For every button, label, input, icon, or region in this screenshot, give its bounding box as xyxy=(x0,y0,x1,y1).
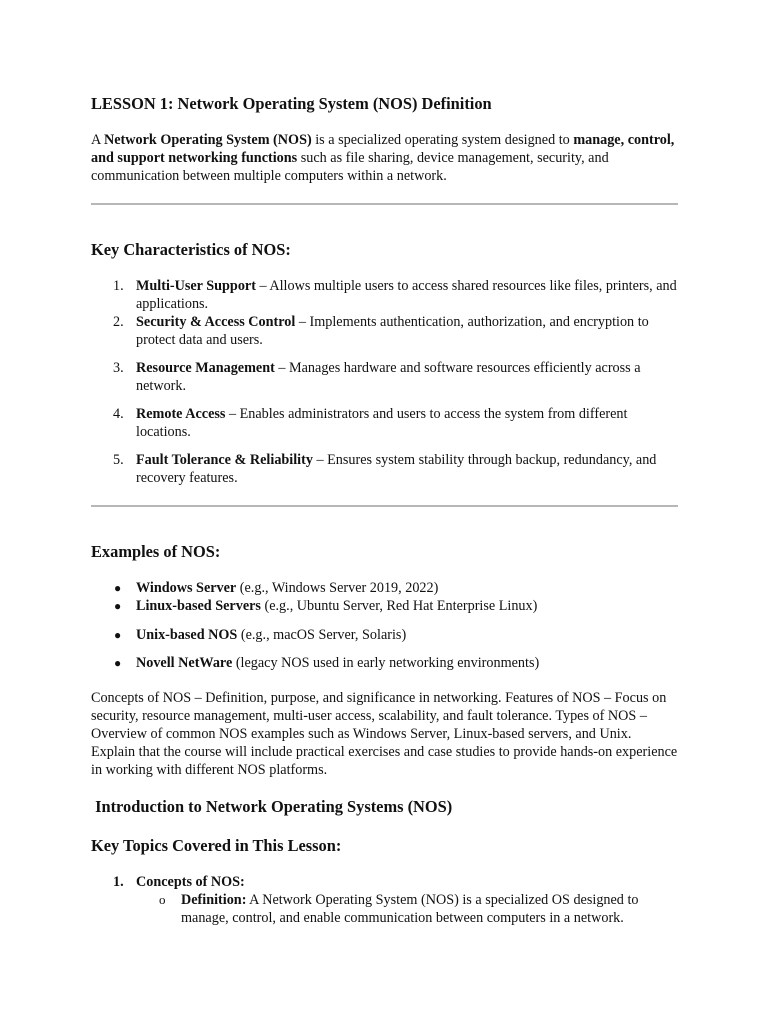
bullet-icon: ● xyxy=(114,628,122,642)
key-topics-heading: Key Topics Covered in This Lesson: xyxy=(91,836,342,855)
divider xyxy=(91,505,678,507)
examples-heading: Examples of NOS: xyxy=(91,542,221,561)
lesson-title: LESSON 1: Network Operating System (NOS) Definition xyxy=(91,94,492,113)
bullet-icon: ● xyxy=(114,599,122,613)
bullet-icon: ● xyxy=(114,581,122,595)
intro-term-functions: manage, control, and support networking functions xyxy=(91,132,675,166)
divider xyxy=(91,203,678,205)
intro-term-nos: Network Operating System (NOS) xyxy=(104,132,312,148)
characteristics-heading: Key Characteristics of NOS: xyxy=(91,240,291,259)
concepts-paragraph: Concepts of NOS – Definition, purpose, and significance in networking. Features of NOS – Focus on security, resource management, multi-user access, scalability, and fault tolerance. Types of NOS – Overview of common NOS examples such as Windows Server, Linux-based servers, and Unix. Explain that the course will include practical exercises and case studies to provide hands-on experience in working with different NOS platforms. xyxy=(91,690,678,778)
intro-section-heading: Introduction to Network Operating Systems (NOS) xyxy=(91,797,453,816)
sub-bullet-icon: o xyxy=(159,892,166,907)
bullet-icon: ● xyxy=(114,656,122,670)
intro-paragraph: A Network Operating System (NOS) is a specialized operating system designed to manage, control, and support networking functions such as file sharing, device management, security, and communication between multiple computers within a network. xyxy=(91,132,675,184)
